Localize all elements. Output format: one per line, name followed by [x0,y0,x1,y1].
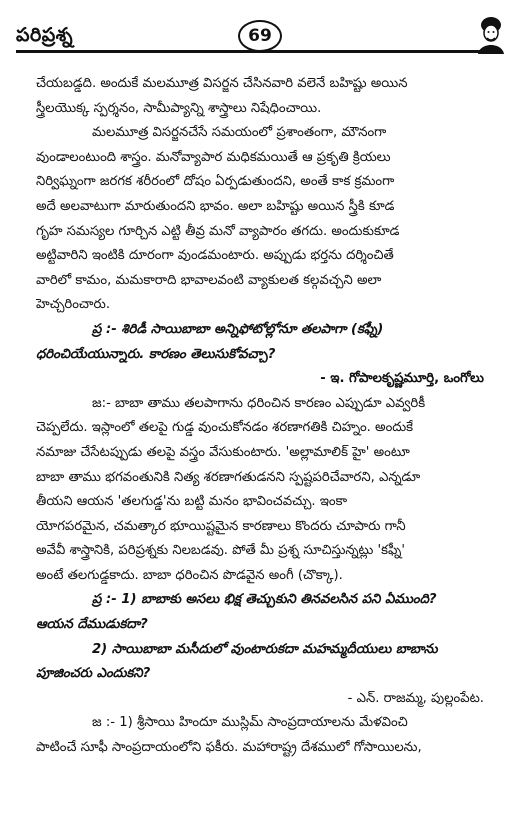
question-line: 2) సాయిబాబా మసీదులో వుంటారుకదా మహమ్మదీయులు బాబాను [92,641,438,657]
question-line: ఆయన దేముడుకదా? [36,617,148,633]
text-line: వారిలో కామం, మమకారాది భావాలవంటి వ్యాకులత కల్గవచ్చని అలా [36,272,382,288]
text-line: నిర్విఘ్నంగా జరగక శరీరంలో దోషం ఏర్పడుతుందని, అంతే కాక క్రమంగా [36,174,395,190]
paragraph-start: మలమూత్ర విసర్జనచేసే సమయంలో ప్రశాంతంగా, మౌనంగా [92,125,387,141]
questioner-signature: - ఎన్. రాజమ్మ, పుల్లంపేట. [347,690,484,706]
text-line: గృహ సమస్యల గూర్చిన ఎట్టి తీవ్ర మనో వ్యాపారం తగదు. అందుకుకూడ [36,223,400,239]
body-text [36,72,484,761]
page-number: 69 [238,20,282,52]
text-line: వుండాలంటుంది శాస్త్రం. మనోవ్యాపార మధికమయితే ఆ ప్రకృతి క్రియలు [36,149,391,165]
portrait-icon [474,14,508,54]
text-line: బాబా తాము భగవంతునికి నిత్య శరణాగతుడనని స్పష్టపరిచేవారని, ఎన్నడూ [36,469,421,485]
answer-start: జ:- బాబా తాము తలపాగాను ధరించిన కారణం ఎప్పుడూ ఎవ్వరికీ [92,395,426,411]
text-line: యోగపరమైన, చమత్కార భూయిష్టమైన కారణాలు కొందరు చూపారు గానీ [36,518,406,534]
text-line: అంటే తలగుడ్డకాదు. బాబా ధరించిన పొడవైన అంగీ (చొక్కా). [36,567,343,583]
question-line: ప్ర :- 1) బాబాకు అసలు భిక్ష తెచ్చుకుని తినవలసిన పని ఏముంది? [92,592,437,608]
question-line: ప్ర :- శిరిడీ సాయిబాబా అన్నిఫోటోల్లోనూ తలపాగా (కఫ్నీ) [92,321,384,337]
text-line: పాటించే సూఫీ సాంప్రదాయంలోని ఫకీరు. మహారాష్ట్ర దేశములో గోసాయిలను, [36,740,422,756]
text-line: అదే అలవాటుగా మారుతుందని భావం. అలా బహిష్టు అయిన స్త్రీకి కూడ [36,198,395,214]
text-line: తీయని ఆయన 'తలగుడ్డ'ను బట్టి మనం భావించవచ్చు. ఇంకా [36,494,348,510]
text-line: చెప్పలేదు. ఇస్లాంలో తలపై గుడ్డ వుంచుకోనడం శరణాగతికి చిహ్నం. అందుకే [36,420,414,436]
text-line: హెచ్చరించారు. [36,297,111,313]
text-line: నమాజు చేసేటప్పుడు తలపై వస్త్రం వేసుకుంటారు. 'అల్లామాలిక్ హై' అంటూ [36,444,410,460]
answer-start: జ :- 1) శ్రీసాయి హిందూ ముస్లిమ్ సాంప్రదాయాలను మేళవించి [92,715,408,731]
text-line: చేయబడ్డది. అందుకే మలమూత్ర విసర్జన చేసినవారి వలెనే బహిష్టు అయిన [36,76,408,91]
text-line: అవేవీ శాస్త్రానికి, పరిప్రశ్నకు నిలబడవు. పోతే మీ ప్రశ్న సూచిస్తున్నట్లు 'కఫ్నీ' [36,543,405,559]
page-header [16,20,504,62]
text-line: స్త్రీలయొక్క స్పర్శనం, సామీప్యాన్ని శాస్త్రాలు నిషేధించాయి. [36,100,322,116]
running-title: పరిప్రశ్న [16,24,74,46]
questioner-signature: - ఇ. గోపాలకృష్ణమూర్తి, ఒంగోలు [320,371,484,387]
question-line: ధరించియేయున్నారు. కారణం తెలుసుకోవచ్చా? [36,346,276,362]
question-line: పూజించరు ఎందుకని? [36,666,151,682]
text-line: అట్టివారిని ఇంటికి దూరంగా వుండమంటారు. అప్పుడు భర్తను దర్శించితే [36,248,394,264]
